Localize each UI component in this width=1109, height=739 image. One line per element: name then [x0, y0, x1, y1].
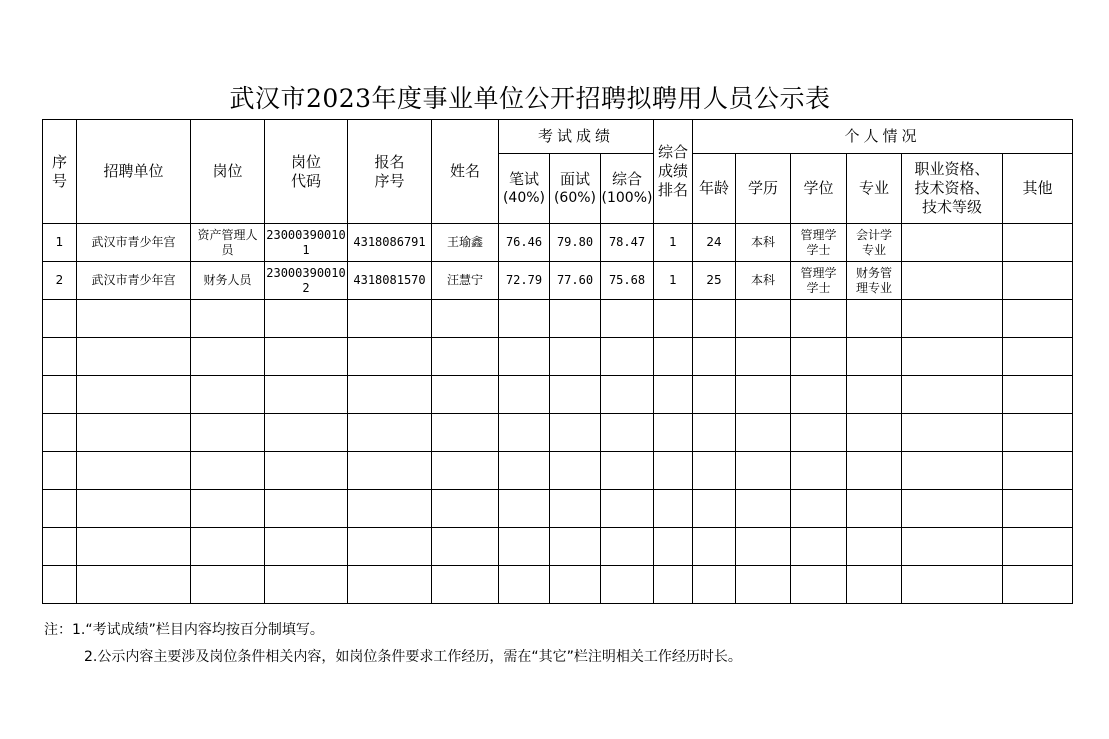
cell-degree-line2: 学士	[806, 242, 831, 257]
header-total-line2: (100%)	[601, 189, 653, 206]
empty-cell	[77, 452, 191, 490]
header-unit: 招聘单位	[77, 120, 191, 224]
empty-cell	[1003, 452, 1073, 490]
empty-cell	[1003, 566, 1073, 604]
header-major: 专业	[847, 154, 902, 224]
cell-degree	[791, 224, 847, 262]
empty-cell	[736, 528, 791, 566]
cell-name: 王瑜鑫	[432, 224, 499, 262]
empty-cell	[265, 566, 348, 604]
header-seq-line2: 号	[51, 171, 67, 190]
header-interview-line1: 面试	[559, 169, 590, 188]
empty-cell	[432, 528, 499, 566]
empty-cell	[348, 414, 432, 452]
empty-cell	[550, 528, 601, 566]
empty-cell	[902, 490, 1003, 528]
empty-cell	[693, 338, 736, 376]
header-age: 年龄	[693, 154, 736, 224]
empty-cell	[43, 528, 77, 566]
header-exam-group: 考试成绩	[499, 120, 654, 154]
empty-cell	[348, 452, 432, 490]
empty-cell	[791, 452, 847, 490]
empty-cell	[847, 566, 902, 604]
header-qualification-line2: 技术资格、	[914, 179, 990, 197]
empty-cell	[191, 528, 265, 566]
cell-seq: 1	[43, 224, 77, 262]
empty-cell	[902, 566, 1003, 604]
empty-cell	[1003, 528, 1073, 566]
empty-cell	[654, 528, 693, 566]
cell-position	[191, 224, 265, 262]
empty-table-row	[43, 414, 1073, 452]
cell-qualification	[902, 224, 1003, 262]
cell-age: 24	[693, 224, 736, 262]
empty-cell	[1003, 338, 1073, 376]
empty-cell	[432, 566, 499, 604]
empty-cell	[791, 300, 847, 338]
empty-cell	[550, 566, 601, 604]
empty-table-row	[43, 452, 1073, 490]
empty-cell	[348, 490, 432, 528]
empty-cell	[77, 490, 191, 528]
empty-cell	[1003, 414, 1073, 452]
empty-cell	[77, 300, 191, 338]
empty-cell	[654, 566, 693, 604]
empty-cell	[43, 338, 77, 376]
header-qualification	[902, 154, 1003, 224]
empty-cell	[191, 338, 265, 376]
empty-cell	[601, 452, 654, 490]
empty-cell	[43, 566, 77, 604]
empty-cell	[432, 300, 499, 338]
cell-degree-line2: 学士	[806, 280, 831, 295]
cell-qualification	[902, 262, 1003, 300]
empty-cell	[736, 414, 791, 452]
cell-position-code	[265, 262, 348, 300]
empty-cell	[693, 376, 736, 414]
header-written-line2: (40%)	[502, 189, 546, 206]
header-position: 岗位	[191, 120, 265, 224]
empty-cell	[736, 338, 791, 376]
table-row	[43, 262, 1073, 300]
header-position-code-line2: 代码	[290, 171, 321, 190]
header-reg-no	[348, 120, 432, 224]
header-interview-line2: (60%)	[553, 189, 597, 206]
footnotes	[44, 617, 742, 671]
cell-interview: 79.80	[550, 224, 601, 262]
empty-cell	[43, 490, 77, 528]
empty-cell	[550, 300, 601, 338]
empty-cell	[499, 414, 550, 452]
header-seq	[43, 120, 77, 224]
cell-position-code-line2: 2	[302, 280, 310, 295]
page-title: 武汉市2023年度事业单位公开招聘拟聘用人员公示表	[229, 84, 831, 113]
empty-cell	[499, 338, 550, 376]
empty-cell	[550, 338, 601, 376]
cell-total: 78.47	[601, 224, 654, 262]
empty-cell	[191, 566, 265, 604]
empty-cell	[847, 300, 902, 338]
header-reg-no-line1: 报名	[374, 152, 405, 171]
empty-cell	[654, 300, 693, 338]
cell-seq: 2	[43, 262, 77, 300]
empty-cell	[348, 528, 432, 566]
empty-table-row	[43, 528, 1073, 566]
empty-cell	[654, 452, 693, 490]
empty-cell	[847, 452, 902, 490]
cell-major	[847, 224, 902, 262]
empty-cell	[601, 528, 654, 566]
footnote-2: 2.公示内容主要涉及岗位条件相关内容，如岗位条件要求工作经历，需在“其它”栏注明相关工作经历时长。	[84, 649, 742, 665]
cell-major-line2: 理专业	[855, 280, 892, 295]
header-other: 其他	[1003, 154, 1073, 224]
header-written	[499, 154, 550, 224]
empty-cell	[265, 528, 348, 566]
empty-cell	[654, 414, 693, 452]
header-name: 姓名	[432, 120, 499, 224]
empty-cell	[43, 376, 77, 414]
empty-cell	[693, 566, 736, 604]
empty-cell	[77, 566, 191, 604]
empty-cell	[432, 338, 499, 376]
empty-cell	[791, 376, 847, 414]
empty-cell	[77, 338, 191, 376]
empty-cell	[191, 300, 265, 338]
cell-position-line2: 员	[221, 242, 234, 257]
empty-cell	[791, 490, 847, 528]
empty-cell	[902, 376, 1003, 414]
cell-age: 25	[693, 262, 736, 300]
empty-cell	[847, 490, 902, 528]
empty-cell	[348, 376, 432, 414]
header-position-code-line1: 岗位	[290, 152, 321, 171]
empty-cell	[1003, 376, 1073, 414]
header-rank-line1: 综合	[657, 143, 688, 161]
empty-cell	[601, 376, 654, 414]
cell-written: 76.46	[499, 224, 550, 262]
empty-cell	[265, 490, 348, 528]
empty-cell	[601, 300, 654, 338]
empty-cell	[499, 452, 550, 490]
cell-major	[847, 262, 902, 300]
empty-cell	[654, 338, 693, 376]
header-position-code	[265, 120, 348, 224]
empty-cell	[736, 300, 791, 338]
empty-cell	[265, 452, 348, 490]
cell-position-code-line1: 23000390010	[266, 227, 346, 242]
empty-cell	[265, 376, 348, 414]
cell-other	[1003, 224, 1073, 262]
cell-rank: 1	[654, 262, 693, 300]
empty-cell	[791, 414, 847, 452]
empty-cell	[265, 300, 348, 338]
empty-cell	[1003, 490, 1073, 528]
cell-total: 75.68	[601, 262, 654, 300]
header-interview	[550, 154, 601, 224]
empty-cell	[550, 376, 601, 414]
empty-cell	[1003, 300, 1073, 338]
empty-cell	[601, 338, 654, 376]
empty-cell	[902, 528, 1003, 566]
cell-position-code	[265, 224, 348, 262]
empty-cell	[736, 490, 791, 528]
empty-cell	[499, 490, 550, 528]
cell-education: 本科	[736, 224, 791, 262]
empty-cell	[499, 528, 550, 566]
footnote-1: 注：1.“考试成绩”栏目内容均按百分制填写。	[44, 622, 324, 638]
empty-cell	[601, 414, 654, 452]
header-rank-line3: 排名	[657, 181, 688, 199]
cell-written: 72.79	[499, 262, 550, 300]
empty-table-row	[43, 376, 1073, 414]
header-seq-line1: 序	[51, 152, 67, 171]
cell-other	[1003, 262, 1073, 300]
empty-cell	[791, 566, 847, 604]
empty-cell	[601, 490, 654, 528]
cell-degree-line1: 管理学	[800, 227, 837, 242]
table-row	[43, 224, 1073, 262]
empty-cell	[736, 566, 791, 604]
empty-cell	[432, 452, 499, 490]
empty-cell	[693, 300, 736, 338]
header-reg-no-line2: 序号	[374, 171, 405, 190]
cell-education: 本科	[736, 262, 791, 300]
empty-cell	[550, 452, 601, 490]
empty-cell	[348, 566, 432, 604]
empty-cell	[499, 566, 550, 604]
cell-name: 汪慧宁	[432, 262, 499, 300]
header-total-line1: 综合	[611, 169, 642, 188]
header-rank	[654, 120, 693, 224]
cell-position-code-line2: 1	[302, 242, 310, 257]
header-qualification-line3: 技术等级	[921, 198, 982, 216]
empty-cell	[432, 414, 499, 452]
empty-cell	[265, 414, 348, 452]
empty-cell	[847, 528, 902, 566]
empty-cell	[601, 566, 654, 604]
cell-unit: 武汉市青少年宫	[77, 262, 191, 300]
cell-unit: 武汉市青少年宫	[77, 224, 191, 262]
empty-cell	[499, 300, 550, 338]
empty-cell	[77, 528, 191, 566]
empty-cell	[43, 414, 77, 452]
empty-cell	[77, 376, 191, 414]
header-education: 学历	[736, 154, 791, 224]
cell-reg-no: 4318086791	[348, 224, 432, 262]
empty-cell	[654, 490, 693, 528]
cell-position	[191, 262, 265, 300]
header-rank-line2: 成绩	[657, 162, 688, 180]
empty-cell	[736, 452, 791, 490]
empty-cell	[791, 528, 847, 566]
empty-table-row	[43, 490, 1073, 528]
empty-cell	[902, 452, 1003, 490]
header-written-line1: 笔试	[508, 169, 539, 188]
announcement-table	[42, 119, 1073, 604]
empty-cell	[43, 452, 77, 490]
empty-table-row	[43, 338, 1073, 376]
cell-major-line1: 财务管	[855, 265, 892, 280]
header-qualification-line1: 职业资格、	[914, 160, 990, 178]
empty-cell	[265, 338, 348, 376]
empty-cell	[550, 490, 601, 528]
empty-cell	[550, 414, 601, 452]
cell-position-line1: 财务人员	[203, 273, 252, 287]
cell-position-code-line1: 23000390010	[266, 265, 346, 280]
empty-cell	[693, 490, 736, 528]
empty-cell	[432, 490, 499, 528]
empty-cell	[736, 376, 791, 414]
empty-cell	[348, 338, 432, 376]
header-degree: 学位	[791, 154, 847, 224]
empty-cell	[902, 300, 1003, 338]
cell-rank: 1	[654, 224, 693, 262]
empty-cell	[191, 490, 265, 528]
header-row-1	[43, 120, 1073, 154]
empty-cell	[693, 414, 736, 452]
table-body	[43, 224, 1073, 604]
empty-cell	[432, 376, 499, 414]
empty-cell	[693, 528, 736, 566]
cell-degree	[791, 262, 847, 300]
empty-cell	[902, 414, 1003, 452]
empty-cell	[693, 452, 736, 490]
empty-cell	[791, 338, 847, 376]
empty-cell	[654, 376, 693, 414]
empty-cell	[348, 300, 432, 338]
empty-cell	[499, 376, 550, 414]
header-total	[601, 154, 654, 224]
cell-interview: 77.60	[550, 262, 601, 300]
cell-major-line1: 会计学	[855, 227, 892, 242]
empty-cell	[191, 414, 265, 452]
cell-degree-line1: 管理学	[800, 265, 837, 280]
empty-cell	[77, 414, 191, 452]
empty-cell	[902, 338, 1003, 376]
cell-reg-no: 4318081570	[348, 262, 432, 300]
header-personal-group: 个人情况	[693, 120, 1073, 154]
empty-cell	[847, 414, 902, 452]
empty-table-row	[43, 300, 1073, 338]
empty-cell	[847, 338, 902, 376]
empty-cell	[191, 376, 265, 414]
empty-cell	[43, 300, 77, 338]
cell-major-line2: 专业	[861, 242, 886, 257]
empty-table-row	[43, 566, 1073, 604]
empty-cell	[191, 452, 265, 490]
cell-position-line1: 资产管理人	[197, 227, 258, 242]
empty-cell	[847, 376, 902, 414]
